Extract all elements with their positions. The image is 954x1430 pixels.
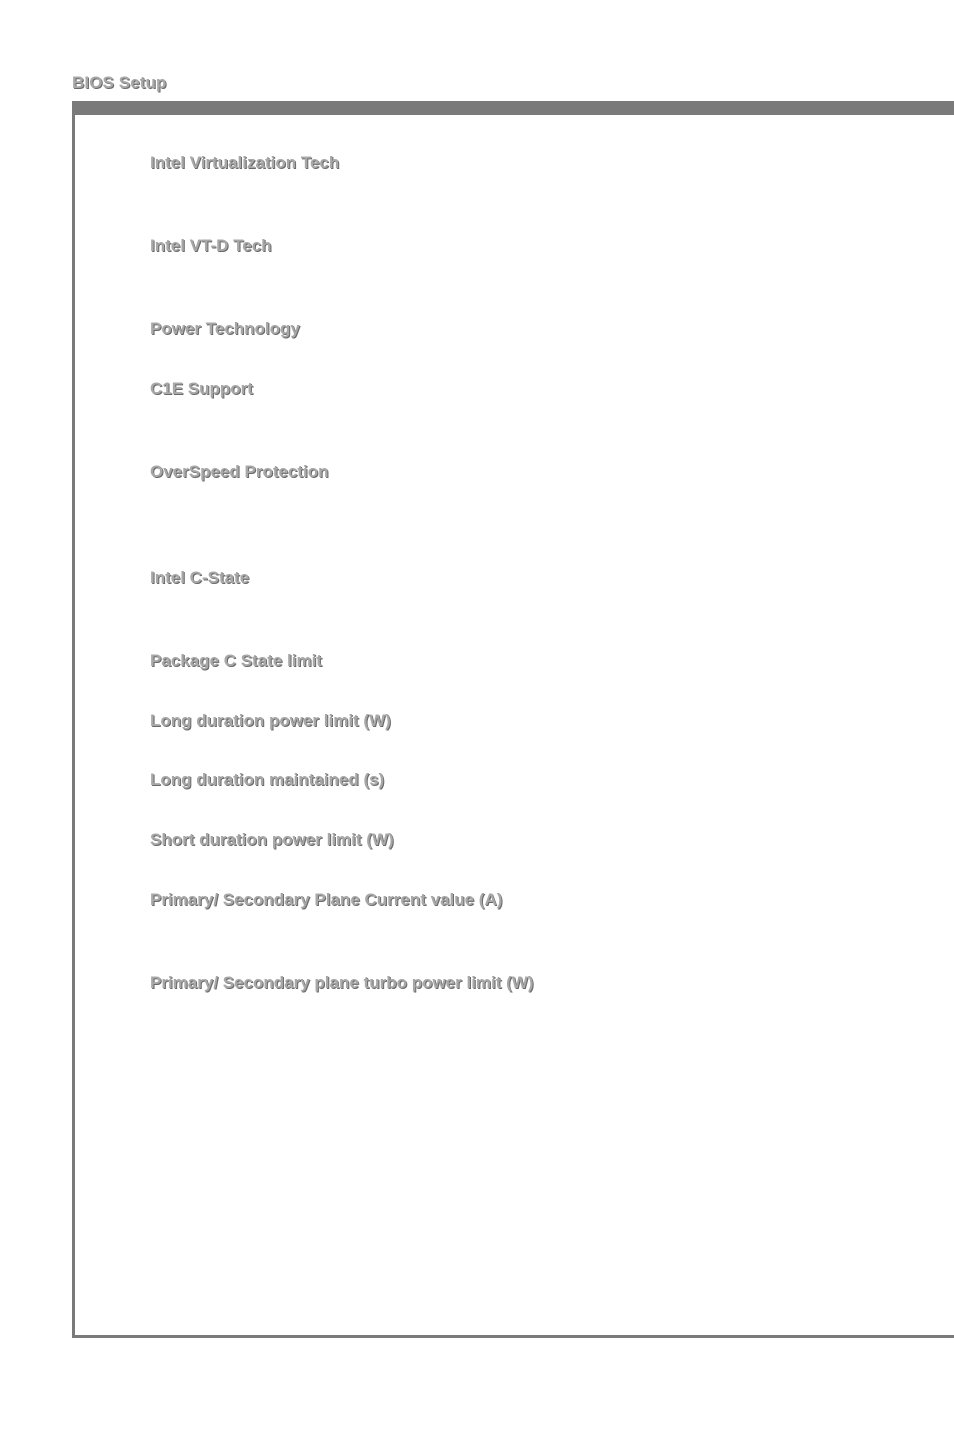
page-header-title: BIOS Setup	[72, 73, 167, 92]
header-bar	[72, 101, 954, 115]
item-overspeed-protection: OverSpeed Protection	[150, 462, 329, 481]
item-short-duration-power-limit: Short duration power limit (W)	[150, 830, 394, 849]
item-plane-turbo-power-limit: Primary/ Secondary plane turbo power limit (W)	[150, 973, 534, 992]
item-intel-vt-d-tech: Intel VT-D Tech	[150, 236, 272, 255]
item-long-duration-power-limit: Long duration power limit (W)	[150, 711, 391, 730]
item-intel-c-state: Intel C-State	[150, 568, 250, 587]
item-plane-current-value: Primary/ Secondary Plane Current value (A)	[150, 890, 503, 909]
item-intel-virtualization-tech: Intel Virtualization Tech	[150, 153, 340, 172]
bottom-border	[72, 1335, 954, 1338]
item-c1e-support: C1E Support	[150, 379, 253, 398]
item-power-technology: Power Technology	[150, 319, 300, 338]
item-long-duration-maintained: Long duration maintained (s)	[150, 770, 385, 789]
item-package-c-state-limit: Package C State limit	[150, 651, 322, 670]
left-border	[72, 101, 75, 1338]
